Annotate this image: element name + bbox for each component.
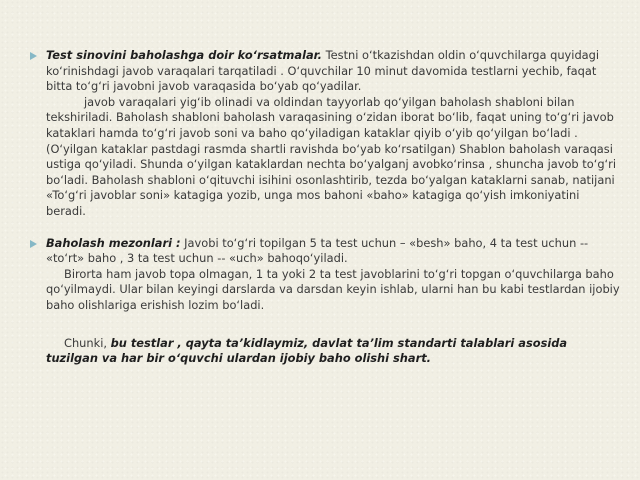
spacer	[46, 314, 620, 336]
test-evaluation-intro: Testni o‘tkazishdan oldin o‘quvchilarga quyidagi ko‘rinishdagi javob varaqalari tarqatiladi . O‘quvchilar 10 minut davomida testlarni yechib, faqat bitta to‘g‘ri javobni javob varaqasida bo‘yab qo‘yadilar.	[46, 48, 600, 94]
test-evaluation-section	[30, 48, 620, 220]
criteria-intro-paragraph	[46, 236, 620, 267]
conclusion-emphasis: bu testlar , qayta ta’kidlaymiz, davlat ta’lim standarti talablari asosida tuzilgan va har bir o‘quvchi ulardan ijobiy baho olishi shart.	[46, 335, 568, 366]
test-evaluation-body: javob varaqalari yig‘ib olinadi va oldindan tayyorlab qo‘yilgan baholash shabloni bilan tekshiriladi. Baholash shabloni baholash varaqasining o‘zidan iborat bo‘lib, faqat uning to‘g‘ri javob kataklari hamda to‘g‘ri javob soni va baho qo‘yiladigan kataklar qiyib o‘yib qo‘yilgan bo‘ladi .(O‘yilgan kataklar pastdagi rasmda shartli ravishda bo‘yab ko‘rsatilgan) Shablon baholash varaqasi ustiga qo‘yiladi. Shunda o‘yilgan kataklardan nechta bo‘yalganj avobko‘rinsa , shuncha javob to‘g‘ri bo‘ladi. Baholash shabloni o‘qituvchi isihini osonlashtirib, tezda bo‘yalgan kataklarni sanab, natijani «To‘g‘ri javoblar soni» katagiga yozib, unga mos bahoni «baho» katagiga qo‘yish imkoniyatini beradi.	[46, 94, 617, 218]
triangle-bullet-icon	[30, 52, 37, 60]
conclusion-prefix: Chunki,	[64, 335, 111, 350]
test-evaluation-heading: Test sinovini baholashga doir ko‘rsatmalar.	[46, 48, 322, 62]
test-evaluation-intro-paragraph	[46, 48, 620, 95]
spacer	[30, 220, 620, 236]
criteria-intro: Javobi to‘g‘ri topilgan 5 ta test uchun – «besh» baho, 4 ta test uchun -- «to‘rt» baho , 3 ta test uchun -- «uch» bahoqo‘yiladi.	[46, 235, 589, 266]
criteria-section	[30, 236, 620, 367]
triangle-bullet-icon	[30, 240, 37, 248]
criteria-heading: Baholash mezonlari :	[46, 235, 181, 250]
criteria-conclusion	[46, 336, 620, 367]
criteria-body: Birorta ham javob topa olmagan, 1 ta yoki 2 ta test javoblarini to‘g‘ri topgan o‘quvchilarga baho qo‘yilmaydi. Ular bilan keyingi darslarda va darsdan keyin ishlab, ularni han bu kabi testlardan ijobiy baho olishlariga erishish lozim bo‘ladi.	[46, 266, 620, 312]
slide-content	[30, 48, 620, 367]
